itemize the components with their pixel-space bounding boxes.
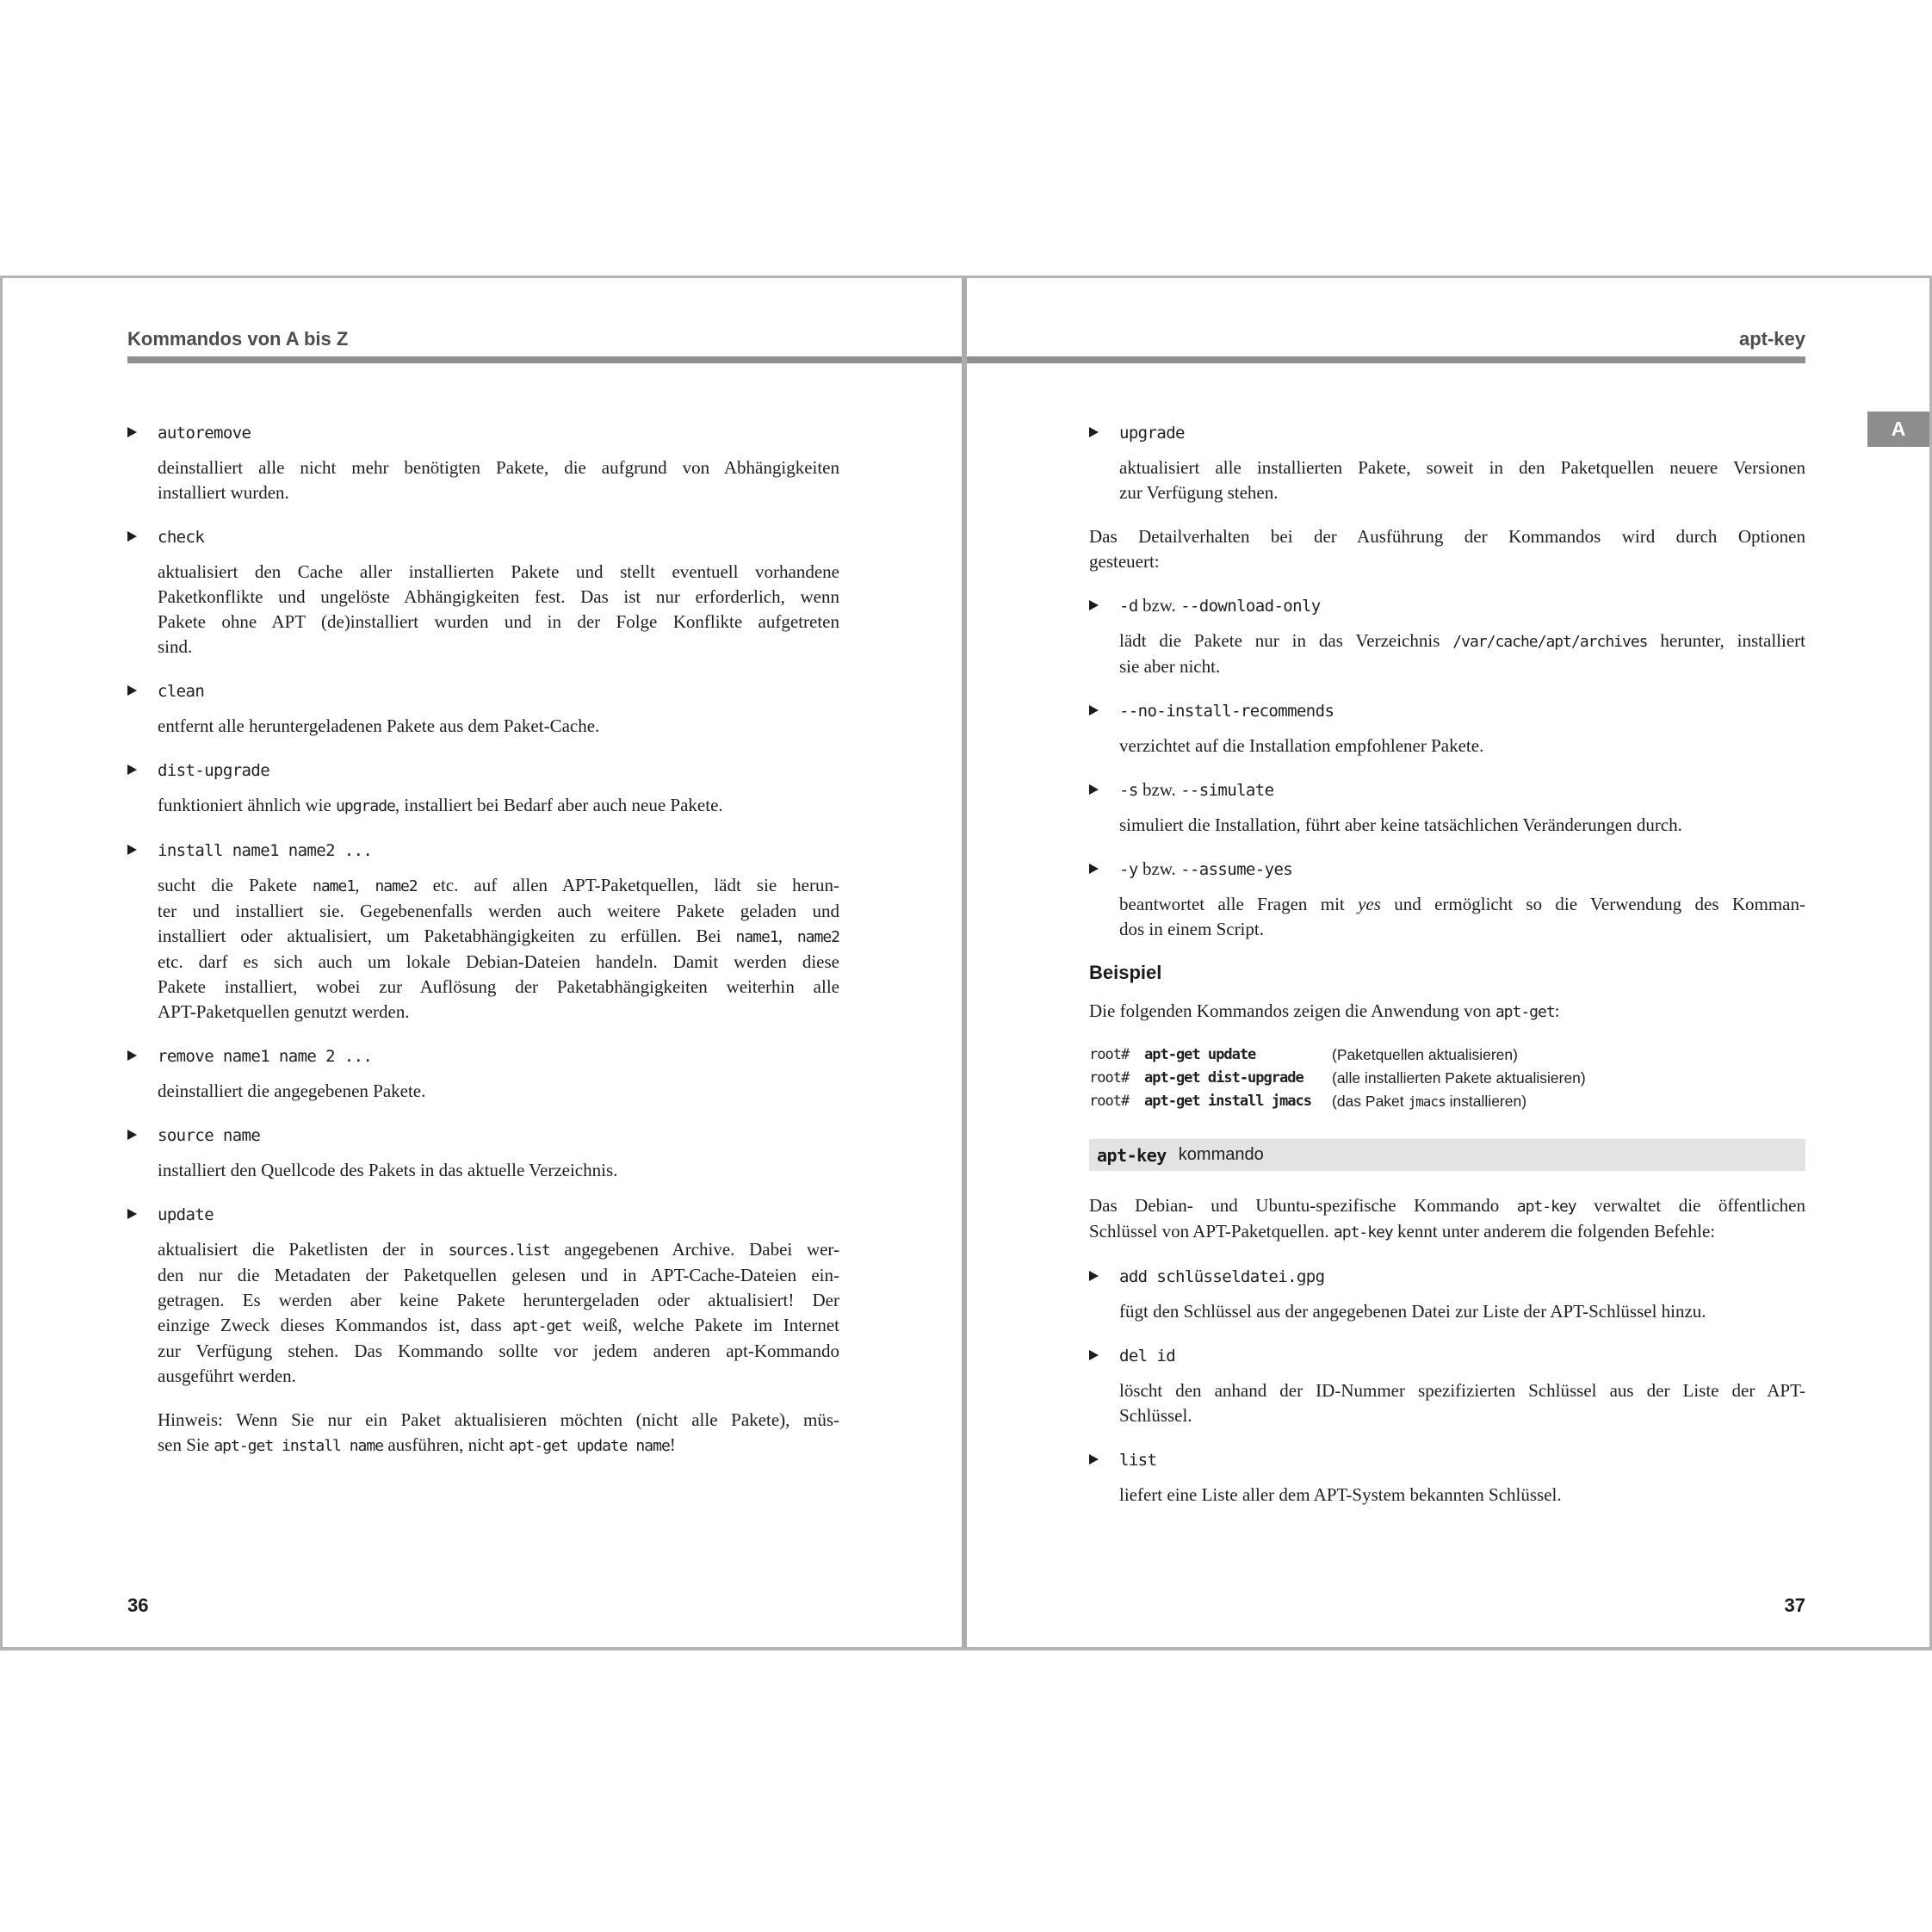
command-term: -y bzw. --assume-yes	[1119, 858, 1293, 879]
running-header-left: Kommandos von A bis Z	[127, 328, 349, 350]
inline-code: name2	[796, 928, 840, 946]
code-row	[1089, 1067, 1805, 1090]
command-term	[1119, 1343, 1805, 1368]
text-line: löscht den anhand der ID-Nummer spezifizierten Schlüssel aus der Liste der APT-	[1119, 1380, 1805, 1401]
inline-code: source name	[158, 1126, 261, 1145]
inline-code: --no-install-recommends	[1119, 702, 1334, 721]
text-line: installiert wurden.	[158, 482, 289, 503]
running-header-right: apt-key	[1738, 328, 1805, 350]
text-line: installiert den Quellcode des Pakets in das aktuelle Verzeichnis.	[158, 1160, 618, 1180]
text-line: deinstalliert alle nicht mehr benötigten Pakete, die aufgrund von Abhängigkeiten	[158, 457, 839, 478]
paragraph	[1089, 524, 1805, 574]
list-item	[127, 524, 839, 659]
command-term	[158, 758, 839, 783]
page-right-content	[1089, 420, 1805, 1526]
description	[158, 455, 839, 505]
list-item	[1089, 857, 1805, 942]
text-line: liefert eine Liste aller dem APT-System bekannten Schlüssel.	[1119, 1484, 1562, 1505]
command-term	[158, 678, 839, 703]
list-item	[127, 1043, 839, 1104]
page-left-content	[127, 420, 839, 1477]
triangle-right-icon	[1089, 1454, 1099, 1464]
text-line: entfernt alle heruntergeladenen Pakete aus dem Paket-Cache.	[158, 715, 600, 736]
list-item	[1089, 1343, 1805, 1428]
text-line: sen Sie apt-get install name ausführen, nicht apt-get update name!	[158, 1434, 676, 1455]
text-line: Schlüssel.	[1119, 1405, 1192, 1426]
text-line: Pakete ohne APT (de)installiert wurden und in der Folge Konflikte aufgetreten	[158, 611, 839, 632]
inline-code: install name1 name2 ...	[158, 841, 373, 860]
inline-code: add schlüsseldatei.gpg	[1119, 1267, 1325, 1286]
text-line: sind.	[158, 636, 193, 657]
section-heading: Beispiel	[1089, 962, 1162, 983]
code-comment: (alle installierten Pakete aktualisieren)	[1332, 1069, 1586, 1087]
inline-code: remove name1 name 2 ...	[158, 1047, 373, 1066]
paragraph	[1089, 999, 1805, 1025]
triangle-right-icon	[127, 1209, 137, 1219]
text-line: Paketkonflikte und ungelöste Abhängigkeiten fest. Das ist nur erforderlich, wenn	[158, 586, 839, 607]
paragraph	[127, 1408, 839, 1458]
description	[158, 714, 839, 739]
list-item	[127, 1123, 839, 1183]
description	[1119, 1483, 1805, 1508]
chapter-tab	[1867, 412, 1929, 447]
description	[158, 873, 839, 1025]
inline-code: apt-key	[1333, 1223, 1393, 1242]
text-line: zur Verfügung stehen.	[1119, 482, 1279, 503]
list-item	[127, 1202, 839, 1389]
text-line: Das Debian- und Ubuntu-spezifische Kommando apt-key verwaltet die öffentlichen	[1089, 1195, 1805, 1216]
command-term	[1119, 698, 1805, 723]
command-term	[158, 420, 839, 445]
inline-code: sources.list	[448, 1242, 550, 1260]
inline-code: check	[158, 528, 205, 547]
text-line: sucht die Pakete name1, name2 etc. auf allen APT-Paketquellen, lädt sie herun-	[158, 875, 839, 895]
triangle-right-icon	[1089, 1350, 1099, 1360]
shell-prompt: root#	[1089, 1046, 1130, 1063]
shell-prompt: root#	[1089, 1069, 1130, 1087]
paragraph	[1089, 1193, 1805, 1245]
command-term: -s bzw. --simulate	[1119, 779, 1274, 800]
page-left	[3, 278, 962, 1647]
triangle-right-icon	[127, 1050, 137, 1061]
list-item	[1089, 777, 1805, 838]
header-rule-left	[127, 356, 962, 363]
text-line: zur Verfügung stehen. Das Kommando sollte vor jedem anderen apt-Kommando	[158, 1341, 839, 1361]
inline-code: name2	[375, 877, 418, 895]
shell-prompt: root#	[1089, 1093, 1130, 1110]
text-line: Pakete installiert, wobei zur Auflösung der Paketabhängigkeiten weiterhin alle	[158, 976, 839, 997]
description	[158, 1158, 839, 1183]
triangle-right-icon	[1089, 705, 1099, 715]
triangle-right-icon	[1089, 784, 1099, 795]
triangle-right-icon	[1089, 1271, 1099, 1281]
description	[1119, 892, 1805, 942]
triangle-right-icon	[1089, 600, 1099, 610]
shell-command: apt-get install jmacs	[1144, 1093, 1311, 1110]
list-item	[127, 678, 839, 739]
inline-code: --download-only	[1180, 597, 1321, 616]
description	[158, 1237, 839, 1389]
inline-code: list	[1119, 1451, 1157, 1470]
shell-command: apt-get update	[1144, 1046, 1256, 1063]
text-line: beantwortet alle Fragen mit yes und ermöglicht so die Verwendung des Komman-	[1119, 894, 1805, 914]
text-line: einzige Zweck dieses Kommandos ist, dass apt-get weiß, welche Pakete im Internet	[158, 1315, 839, 1335]
book-spread	[0, 276, 1932, 1650]
command-term	[158, 1043, 839, 1068]
inline-code: apt-get	[512, 1317, 572, 1335]
inline-code: -d	[1119, 597, 1138, 616]
code-comment: (Paketquellen aktualisieren)	[1332, 1046, 1518, 1063]
inline-code: dist-upgrade	[158, 761, 270, 780]
inline-code: apt-get update name	[508, 1437, 670, 1455]
command-term	[158, 1123, 839, 1148]
command-term	[1119, 1264, 1805, 1289]
list-item	[127, 420, 839, 505]
code-comment: (das Paket jmacs installieren)	[1332, 1093, 1527, 1110]
text-line: ter und installiert sie. Gegebenenfalls werden auch weitere Pakete geladen und	[158, 901, 839, 921]
text-line: sie aber nicht.	[1119, 656, 1221, 677]
text-line: aktualisiert den Cache aller installierten Pakete und stellt eventuell vorhandene	[158, 561, 839, 582]
section-bar-command: apt-key	[1097, 1144, 1167, 1166]
text-line: Das Detailverhalten bei der Ausführung der Kommandos wird durch Optionen	[1089, 526, 1805, 547]
text-line: Schlüssel von APT-Paketquellen. apt-key kennt unter anderem die folgenden Befehle:	[1089, 1221, 1716, 1242]
inline-code: upgrade	[1119, 424, 1185, 443]
text-line: Hinweis: Wenn Sie nur ein Paket aktualisieren möchten (nicht alle Pakete), müs-	[158, 1409, 839, 1430]
triangle-right-icon	[127, 531, 137, 542]
inline-code: -y	[1119, 860, 1138, 879]
list-item	[127, 838, 839, 1025]
list-item	[1089, 1264, 1805, 1324]
description	[158, 560, 839, 659]
command-term	[158, 524, 839, 549]
text-line: installiert oder aktualisiert, um Paketabhängigkeiten zu erfüllen. Bei name1, name2	[158, 926, 840, 946]
text-line: dos in einem Script.	[1119, 919, 1264, 939]
shell-command: apt-get dist-upgrade	[1144, 1069, 1303, 1087]
list-item	[1089, 420, 1805, 505]
inline-code: del id	[1119, 1347, 1176, 1365]
description	[1119, 1299, 1805, 1324]
command-term	[1119, 1447, 1805, 1472]
inline-code: jmacs	[1408, 1093, 1446, 1110]
list-item	[1089, 593, 1805, 679]
page-number-right: 37	[1784, 1595, 1805, 1616]
text-line: ausgeführt werden.	[158, 1365, 296, 1386]
inline-code: name1	[735, 928, 778, 946]
page-number-left: 36	[127, 1595, 149, 1616]
inline-code: upgrade	[336, 797, 395, 815]
command-term	[158, 1202, 839, 1227]
page-right	[967, 278, 1929, 1647]
emphasis: yes	[1358, 894, 1381, 914]
inline-code: apt-get install name	[214, 1437, 384, 1455]
list-item	[1089, 698, 1805, 759]
section-bar	[1089, 1139, 1805, 1171]
text-line: funktioniert ähnlich wie upgrade, installiert bei Bedarf aber auch neue Pakete.	[158, 795, 723, 815]
text-line: gesteuert:	[1089, 551, 1160, 572]
description	[158, 1079, 839, 1104]
inline-code: /var/cache/apt/archives	[1452, 633, 1648, 651]
triangle-right-icon	[127, 765, 137, 775]
description	[1119, 455, 1805, 505]
text-line: Die folgenden Kommandos zeigen die Anwendung von apt-get:	[1089, 1000, 1560, 1021]
inline-code: autoremove	[158, 424, 251, 443]
text-line: aktualisiert alle installierten Pakete, soweit in den Paketquellen neuere Versionen	[1119, 457, 1805, 478]
text-line: simuliert die Installation, führt aber keine tatsächlichen Veränderungen durch.	[1119, 814, 1682, 835]
inline-code: apt-get	[1495, 1003, 1555, 1021]
text-line: verzichtet auf die Installation empfohlener Pakete.	[1119, 735, 1484, 756]
command-term	[158, 838, 839, 863]
inline-code: --assume-yes	[1180, 860, 1293, 879]
chapter-tab-letter: A	[1891, 418, 1906, 440]
description	[1119, 629, 1805, 679]
code-row	[1089, 1090, 1805, 1113]
inline-code: name1	[313, 877, 356, 895]
header-rule-right	[967, 356, 1805, 363]
text-line: aktualisiert die Paketlisten der in sources.list angegebenen Archive. Dabei wer-	[158, 1239, 839, 1260]
triangle-right-icon	[1089, 427, 1099, 437]
text-line: lädt die Pakete nur in das Verzeichnis /var/cache/apt/archives herunter, installiert	[1119, 630, 1805, 651]
code-example	[1089, 1043, 1805, 1113]
list-item	[1089, 1447, 1805, 1508]
section-bar-label: kommando	[1178, 1145, 1264, 1164]
inline-code: update	[158, 1205, 214, 1224]
text-line: fügt den Schlüssel aus der angegebenen Datei zur Liste der APT-Schlüssel hinzu.	[1119, 1301, 1706, 1322]
description	[1119, 1378, 1805, 1428]
inline-code: apt-key	[1516, 1198, 1576, 1216]
command-term	[1119, 420, 1805, 445]
text-line: APT-Paketquellen genutzt werden.	[158, 1001, 410, 1022]
text-line: getragen. Es werden aber keine Pakete heruntergeladen oder aktualisiert! Der	[158, 1290, 839, 1310]
inline-code: --simulate	[1180, 781, 1274, 800]
triangle-right-icon	[1089, 864, 1099, 874]
triangle-right-icon	[127, 427, 137, 437]
description	[1119, 734, 1805, 759]
triangle-right-icon	[127, 845, 137, 855]
command-term: -d bzw. --download-only	[1119, 595, 1321, 616]
description	[158, 793, 839, 819]
code-row	[1089, 1043, 1805, 1067]
inline-code: -s	[1119, 781, 1138, 800]
triangle-right-icon	[127, 1130, 137, 1140]
description	[1119, 813, 1805, 838]
text-line: etc. darf es sich auch um lokale Debian-Dateien handeln. Damit werden diese	[158, 951, 839, 972]
text-line: deinstalliert die angegebenen Pakete.	[158, 1081, 426, 1101]
text-line: den nur die Metadaten der Paketquellen gelesen und in APT-Cache-Dateien ein-	[158, 1265, 839, 1285]
triangle-right-icon	[127, 685, 137, 696]
list-item	[127, 758, 839, 819]
inline-code: clean	[158, 682, 205, 701]
